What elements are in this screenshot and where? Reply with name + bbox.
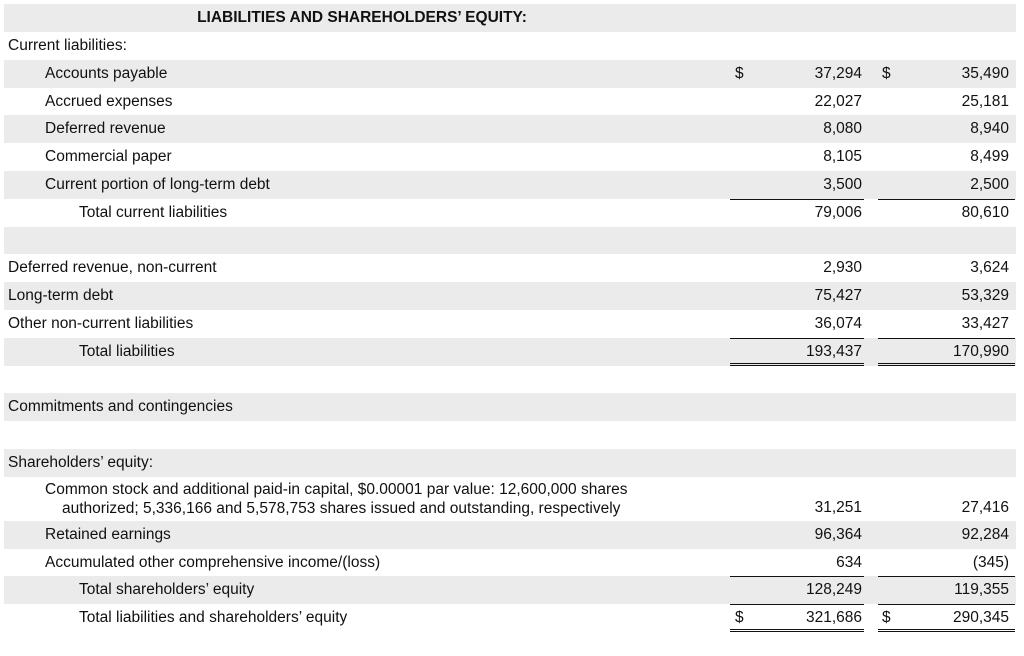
row-deferred-revenue-noncurrent	[4, 254, 1016, 282]
row-label: Total current liabilities	[79, 203, 228, 221]
value-current-year: 8,080	[823, 120, 862, 138]
row-label: Commitments and contingencies	[8, 398, 233, 416]
currency-symbol: $	[882, 609, 891, 627]
subtotal-rule	[878, 199, 1015, 200]
value-prior-year: 27,416	[961, 498, 1009, 516]
current-liabilities-label: Current liabilities:	[8, 37, 127, 54]
value-prior-year: 53,329	[961, 287, 1009, 305]
subtotal-rule	[730, 576, 864, 577]
value-prior-year: 8,940	[970, 120, 1009, 138]
subtotal-rule	[730, 338, 864, 339]
value-current-year: 634	[836, 553, 862, 571]
value-current-year: 75,427	[814, 287, 862, 305]
currency-symbol: $	[882, 64, 891, 82]
row-label-line2: authorized; 5,336,166 and 5,578,753 shares issued and outstanding, respectively	[62, 499, 621, 517]
subtotal-rule	[730, 199, 864, 200]
shareholders-equity-label: Shareholders’ equity:	[8, 453, 154, 471]
row-label: Deferred revenue	[45, 120, 166, 138]
double-underline	[878, 629, 1015, 632]
currency-symbol: $	[735, 609, 744, 627]
value-current-year: 193,437	[805, 342, 862, 360]
value-current-year: 37,294	[814, 64, 862, 82]
currency-symbol: $	[735, 64, 744, 82]
subtotal-rule	[878, 576, 1015, 577]
value-prior-year: 8,499	[970, 148, 1009, 166]
value-prior-year: 170,990	[952, 342, 1009, 360]
value-prior-year: 3,624	[970, 259, 1009, 277]
row-total-shareholders-equity	[4, 576, 1016, 604]
row-deferred-revenue	[4, 115, 1016, 143]
row-label: Retained earnings	[45, 525, 171, 543]
row-commitments	[4, 393, 1016, 421]
row-accrued-expenses	[4, 88, 1016, 116]
value-current-year: 3,500	[823, 175, 862, 193]
value-prior-year: 35,490	[961, 64, 1009, 82]
row-label: Accrued expenses	[45, 92, 173, 110]
row-accounts-payable	[4, 60, 1016, 88]
section-header-row	[4, 4, 1016, 32]
row-commercial-paper	[4, 143, 1016, 171]
current-liabilities-header	[4, 32, 1016, 60]
value-current-year: 31,251	[814, 498, 862, 516]
subtotal-rule	[878, 604, 1015, 605]
value-current-year: 79,006	[814, 203, 862, 221]
row-label: Other non-current liabilities	[8, 314, 194, 332]
spacer-row	[4, 421, 1016, 449]
row-label: Accumulated other comprehensive income/(loss)	[45, 553, 381, 571]
row-common-stock	[4, 477, 1016, 521]
value-current-year: 96,364	[814, 525, 862, 543]
shareholders-equity-header	[4, 449, 1016, 477]
balance-sheet-liabilities	[4, 4, 1016, 632]
row-aoci	[4, 549, 1016, 577]
row-label-line1: Common stock and additional paid-in capital, $0.00001 par value: 12,600,000 shares	[45, 480, 628, 498]
value-current-year: 2,930	[823, 259, 862, 277]
value-prior-year: 80,610	[961, 203, 1009, 221]
section-title: LIABILITIES AND SHAREHOLDERS’ EQUITY:	[197, 9, 527, 26]
value-prior-year: 290,345	[952, 609, 1009, 627]
value-current-year: 128,249	[805, 581, 862, 599]
row-label: Total liabilities and shareholders’ equity	[79, 609, 348, 627]
row-label	[45, 480, 628, 518]
value-prior-year: 92,284	[961, 525, 1009, 543]
value-prior-year: (345)	[972, 553, 1009, 571]
double-underline	[730, 629, 864, 632]
value-current-year: 321,686	[805, 609, 862, 627]
row-label: Total shareholders’ equity	[79, 581, 255, 599]
row-total-liabilities-and-equity	[4, 604, 1016, 632]
subtotal-rule	[730, 604, 864, 605]
row-label: Commercial paper	[45, 148, 172, 166]
row-label: Long-term debt	[8, 287, 114, 305]
spacer-row	[4, 366, 1016, 394]
row-retained-earnings	[4, 521, 1016, 549]
row-label: Accounts payable	[45, 64, 168, 82]
value-current-year: 8,105	[823, 148, 862, 166]
value-prior-year: 25,181	[961, 92, 1009, 110]
value-current-year: 22,027	[814, 92, 862, 110]
value-prior-year: 119,355	[954, 581, 1009, 599]
row-current-portion-ltd	[4, 171, 1016, 199]
row-label: Current portion of long-term debt	[45, 175, 270, 193]
value-current-year: 36,074	[814, 314, 862, 332]
subtotal-rule	[878, 338, 1015, 339]
row-total-current-liabilities	[4, 199, 1016, 227]
row-label: Total liabilities	[79, 342, 175, 360]
value-prior-year: 33,427	[961, 314, 1009, 332]
row-other-noncurrent	[4, 310, 1016, 338]
value-prior-year: 2,500	[970, 175, 1009, 193]
row-total-liabilities	[4, 338, 1016, 366]
row-label: Deferred revenue, non-current	[8, 259, 217, 277]
spacer-row	[4, 227, 1016, 255]
row-long-term-debt	[4, 282, 1016, 310]
